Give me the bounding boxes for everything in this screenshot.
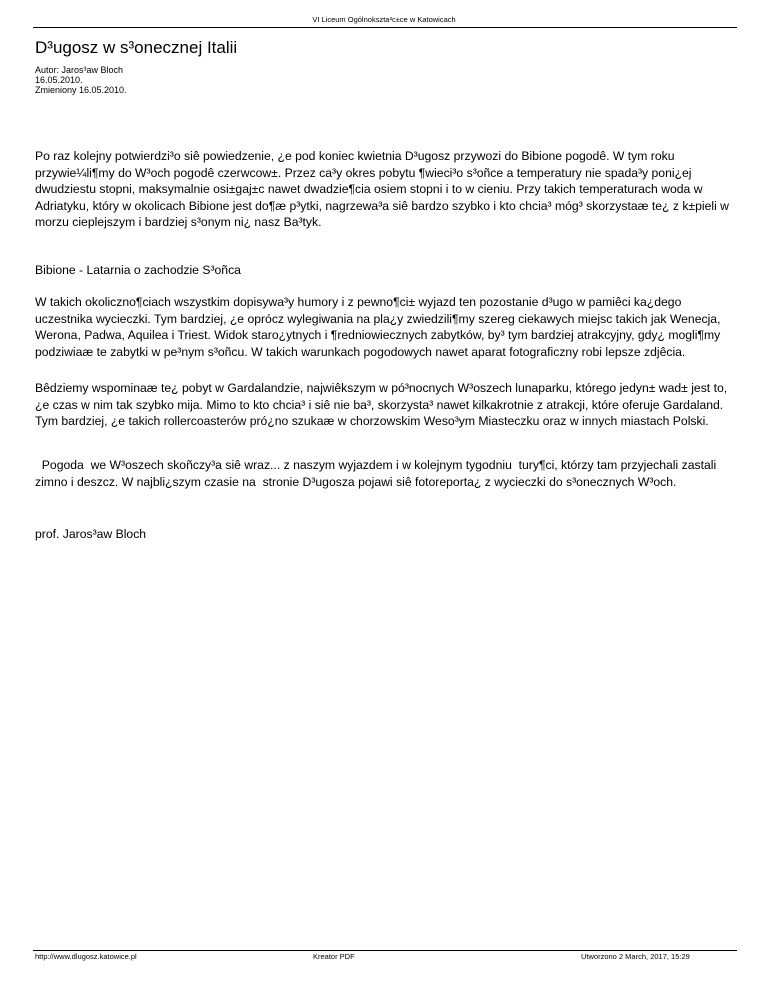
paragraph-sightseeing: W takich okoliczno¶ciach wszystkim dopisywa³y humory i z pewno¶ci± wyjazd ten pozostanie d³ugo w pamiêci ka¿dego uczestnika wycieczki. Tym bardziej, ¿e oprócz wylegiwania na pla¿y zwiedzili¶my szereg ciekawych miejsc takich jak Wenecja, Werona, Padwa, Aquilea i Triest. Widok staro¿ytnych i ¶redniowiecznych zabytków, by³ tym bardziej atrakcyjny, gdy¿ mogli¶my podziwiaæ te zabytki w pe³nym s³oñcu. W takich warunkach pogodowych nawet aparat fotograficzny robi lepsze zdjêcia. [35, 295, 721, 359]
photo-caption: Bibione - Latarnia o zachodzie S³oñca [35, 263, 241, 277]
paragraph-return: Pogoda we W³oszech skoñczy³a siê wraz... z naszym wyjazdem i w kolejnym tygodniu tury¶ci, którzy tam przyjechali zastali zimno i deszcz. W najbli¿szym czasie na stronie D³ugosza pojawi siê fotoreporta¿ z wycieczki do s³onecznych W³och. [35, 458, 720, 489]
author-line: Autor: Jaros³aw Bloch [35, 65, 124, 75]
footer-created: Utworzono 2 March, 2017, 15:29 [581, 952, 690, 961]
paragraph-weather: Po raz kolejny potwierdzi³o siê powiedzenie, ¿e pod koniec kwietnia D³ugosz przywozi do Bibione pogodê. W tym roku przywie¼li¶my do W³och pogodê czerwcow±. Przez ca³y okres pobytu ¶wieci³o s³oñce a temperatury nie spada³y poni¿ej dwudziestu stopni, maksymalnie osi±gaj±c nawet dwadzie¶cia osiem stopni i to w cieniu. Przy takich temperaturach woda w Adriatyku, który w okolicach Bibione jest do¶æ p³ytki, nagrzewa³a siê bardzo szybko i kto chcia³ móg³ skorzystaæ te¿ z k±pieli w morzu cieplejszym i bardziej s³onym ni¿ nasz Ba³tyk. [35, 149, 729, 229]
modified-date: Zmieniony 16.05.2010. [35, 85, 127, 95]
article-title: D³ugosz w s³onecznej Italii [35, 38, 238, 57]
article-signature: prof. Jaros³aw Bloch [35, 527, 147, 541]
footer-url: http://www.dlugosz.katowice.pl [35, 952, 137, 961]
page-header: VI Liceum Ogólnokszta³c±ce w Katowicach [312, 15, 456, 24]
footer-generator: Kreator PDF [313, 952, 355, 961]
header-divider [33, 27, 737, 28]
footer-divider [33, 950, 737, 951]
publish-date: 16.05.2010. [35, 75, 83, 85]
article-meta [35, 65, 127, 95]
paragraph-gardaland: Bêdziemy wspominaæ te¿ pobyt w Gardalandzie, najwiêkszym w pó³nocnych W³oszech lunaparku, którego jedyn± wad± jest to, ¿e czas w nim tak szybko mija. Mimo to kto chcia³ i siê nie ba³, skorzysta³ nawet kilkakrotnie z atrakcji, które oferuje Gardaland. Tym bardziej, ¿e takich rollercoasterów pró¿no szukaæ w chorzowskim Weso³ym Miasteczku oraz w innych miastach Polski. [35, 381, 728, 428]
